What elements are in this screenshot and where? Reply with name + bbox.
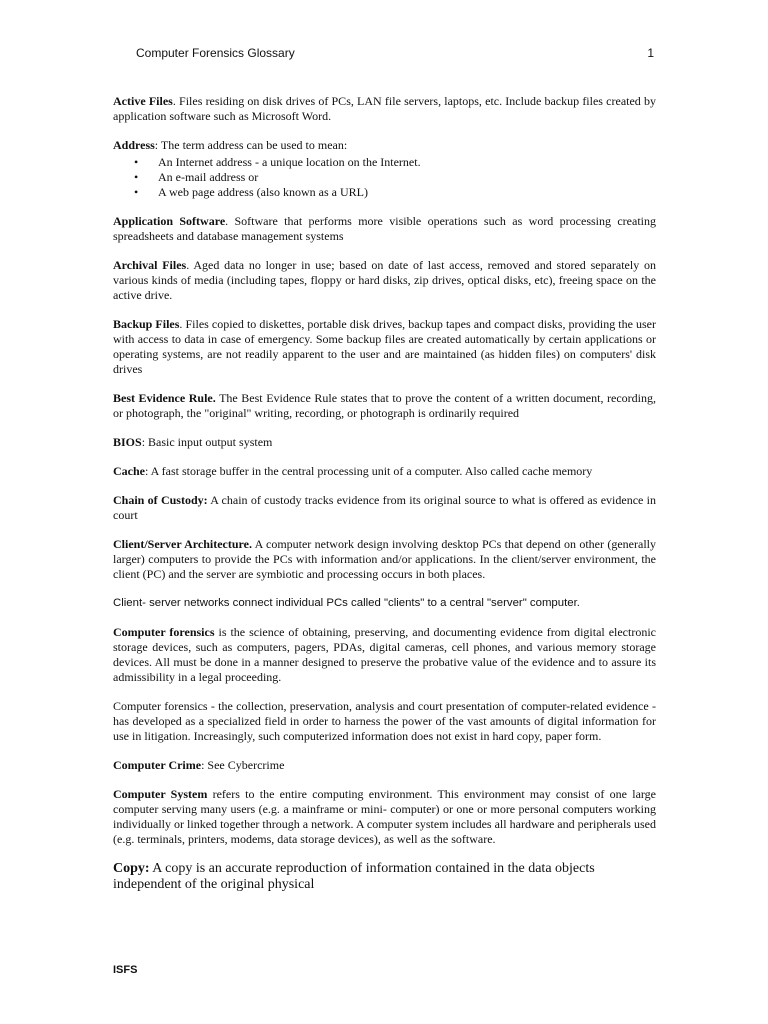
definition-active-files: . Files residing on disk drives of PCs, LAN file servers, laptops, etc. Include backup files created by application software such as Microsoft Word. (113, 94, 656, 123)
entry-computer-system (113, 787, 656, 847)
page-footer: ISFS (113, 964, 138, 976)
term-copy: Copy: (113, 861, 150, 876)
definition-backup-files: . Files copied to diskettes, portable disk drives, backup tapes and compact disks, providing the user with access to data in case of emergency. Some backup files are created automatically by certain applications or operating systems, are not readily apparent to the user and are maintained (as hidden files) on computers' disk drives (113, 317, 656, 376)
list-item: • A web page address (also known as a URL) (158, 185, 656, 200)
entry-copy (113, 861, 656, 893)
definition-computer-crime: : See Cybercrime (201, 758, 285, 772)
definition-best-evidence-rule: The Best Evidence Rule states that to prove the content of a written document, recording, or photograph, the "original" writing, recording, or photograph is ordinarily required (113, 391, 656, 420)
term-active-files: Active Files (113, 94, 173, 108)
definition-application-software: . Software that performs more visible operations such as word processing creating spreadsheets and database management systems (113, 214, 656, 243)
entry-archival-files (113, 258, 656, 303)
definition-address: : The term address can be used to mean: (154, 138, 348, 152)
term-bios: BIOS (113, 435, 142, 449)
term-application-software: Application Software (113, 214, 226, 228)
entry-client-server-architecture (113, 537, 656, 582)
entry-computer-forensics (113, 625, 656, 685)
term-best-evidence-rule: Best Evidence Rule. (113, 391, 216, 405)
term-backup-files: Backup Files (113, 317, 180, 331)
list-item: • An Internet address - a unique location on the Internet. (158, 155, 656, 170)
computer-forensics-paragraph: Computer forensics - the collection, preservation, analysis and court presentation of computer-related evidence - has developed as a specialized field in order to harness the power of the vast amounts of digital information for use in litigation. Increasingly, such computerized information does not exist in hard copy, paper form. (113, 699, 656, 743)
definition-cache: : A fast storage buffer in the central processing unit of a computer. Also called cache memory (145, 464, 593, 478)
definition-chain-of-custody: A chain of custody tracks evidence from its original source to what is offered as evidence in court (113, 493, 656, 522)
term-computer-system: Computer System (113, 787, 208, 801)
page-number: 1 (647, 46, 654, 60)
entry-backup-files (113, 317, 656, 377)
entry-cache (113, 464, 656, 479)
term-cache: Cache (113, 464, 145, 478)
definition-computer-forensics: is the science of obtaining, preserving, and documenting evidence from digital electronic storage devices, such as computers, pagers, PDAs, digital cameras, cell phones, and various memory storage devices. All must be done in a manner designed to preserve the probative value of the evidence and to assure its admissibility in a legal proceeding. (113, 625, 656, 684)
term-address: Address (113, 138, 155, 152)
list-item: • An e-mail address or (158, 170, 656, 185)
definition-bios: : Basic input output system (141, 435, 273, 449)
definition-computer-system: refers to the entire computing environment. This environment may consist of one large computer serving many users (e.g. a mainframe or mini- computer) or one or more personal computers working individually or linked together through a network. A computer system includes all hardware and peripherals used (e.g. terminals, printers, modems, data storage devices), as well as the software. (113, 787, 657, 846)
term-computer-crime: Computer Crime (113, 758, 202, 772)
entry-computer-crime (113, 758, 656, 773)
entry-chain-of-custody (113, 493, 656, 523)
term-computer-forensics: Computer forensics (113, 625, 215, 639)
entry-application-software (113, 214, 656, 244)
term-archival-files: Archival Files (113, 258, 187, 272)
entry-best-evidence-rule (113, 391, 656, 421)
term-client-server-architecture: Client/Server Architecture. (113, 537, 252, 551)
page-header (136, 46, 654, 60)
definition-archival-files: . Aged data no longer in use; based on date of last access, removed and stored separately on various kinds of media (including tapes, floppy or hard disks, zip drives, optical disks, etc), freeing space on the active drive. (113, 258, 656, 302)
entry-address (113, 138, 656, 200)
entry-active-files (113, 94, 656, 124)
definition-client-server-architecture: A computer network design involving desktop PCs that depend on other (generally larger) computers to provide the PCs with information and/or applications. In the client/server environment, the client (PC) and the server are symbiotic and processing occurs in both places. (113, 537, 656, 581)
glossary-content (113, 94, 656, 907)
entry-bios (113, 435, 656, 450)
term-chain-of-custody: Chain of Custody: (113, 493, 208, 507)
definition-copy: A copy is an accurate reproduction of information contained in the data objects independent of the original physical (113, 861, 595, 892)
address-bullet-list (113, 155, 656, 200)
client-server-note: Client- server networks connect individual PCs called "clients" to a central "server" computer. (113, 597, 580, 609)
document-title: Computer Forensics Glossary (136, 46, 295, 60)
